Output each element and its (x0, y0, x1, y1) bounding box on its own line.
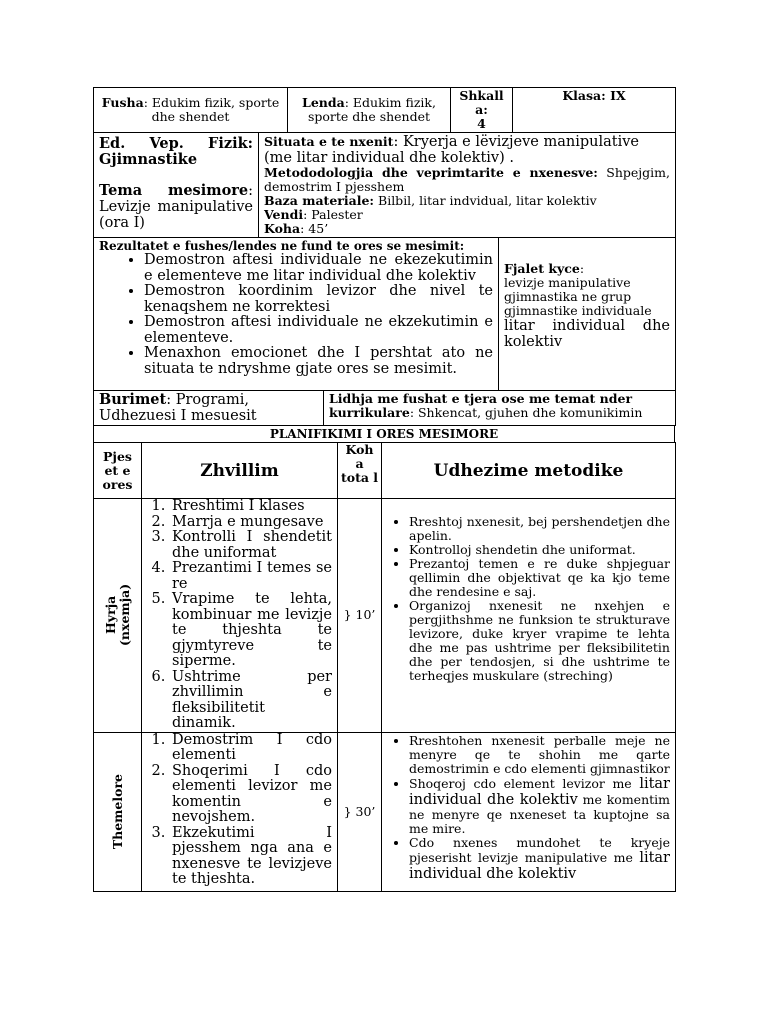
tema-label: Tema mesimore (99, 182, 249, 199)
planifikimi-title-table (93, 425, 675, 443)
fjalet-label: Fjalet kyce (504, 261, 580, 276)
koha-block (264, 222, 670, 236)
ed-vep-cell (94, 133, 259, 238)
list-item: 6. Ushtrime per zhvillimin e fleksibilitetit dinamik. (170, 670, 332, 732)
list-item: 1. Demostrim I cdo elementi (170, 733, 332, 764)
hyrja-notes-cell (382, 499, 676, 733)
vendi-block (264, 208, 670, 222)
lenda-cell (288, 88, 451, 133)
lidhja-cell (324, 391, 676, 426)
lidhja-value: : Shkencat, gjuhen dhe komunikimin (409, 405, 643, 420)
baza-block (264, 194, 670, 208)
rezultatet-label: Rezultatet e fushes/lendes ne fund te ores se mesimit: (99, 239, 465, 253)
list-item: 5. Vrapime te lehta, kombinuar me levizje te thjeshta te gjymtyreve te siperme. (170, 592, 332, 670)
list-item: • Demostron koordinim levizor dhe nivel te kenaqshem ne korrektesi (144, 284, 493, 315)
list-item: • Demostron aftesi individuale ne ekezekutimin e elementeve me litar individual dhe kolektiv (144, 253, 493, 284)
list-item: 3. Kontrolli I shendetit dhe uniformat (170, 530, 332, 561)
themelore-time: } 30’ (338, 732, 382, 891)
info-table (93, 132, 676, 238)
burimet-label: Burimet (99, 391, 167, 408)
list-item: • Cdo nxenes mundohet te kryeje pjeserisht levizje manipulative me litar individual dhe kolektiv (409, 836, 670, 882)
list-item: • Demostron aftesi individuale ne ekzekutimin e elementeve. (144, 315, 493, 346)
lenda-value: : Edukim fizik, sporte dhe shendet (307, 95, 436, 124)
list-item: 4. Prezantimi I temes se re (170, 561, 332, 592)
themelore-steps (144, 733, 332, 888)
themelore-label: Themelore (109, 773, 125, 850)
list-item: • Rreshtohen nxenesit perballe meje ne menyre qe te shohin me qarte demostrimin e cdo elementi gjimnastikor (409, 734, 670, 776)
list-item: 1. Rreshtimi I klases (170, 499, 332, 515)
themelore-label-cell (94, 732, 142, 891)
klasa-cell (513, 88, 676, 133)
burimet-value: : Programi, Udhezuesi I mesuesit (99, 392, 257, 424)
fjalet-line1: levizje manipulative gjimnastika ne grup gjimnastike individuale (504, 275, 652, 318)
col-zhvillim: Zhvillim (142, 443, 338, 499)
shkalla-cell (451, 88, 513, 133)
list-item: • Shoqeroj cdo element levizor me litar individual dhe kolektiv me komentim ne menyre qe nxeneset ta kuptojne sa me mire. (409, 776, 670, 836)
hyrja-steps-cell (142, 499, 338, 733)
situata-label: Situata e te nxenit (264, 134, 394, 149)
list-item: • Menaxhon emocionet dhe I pershtat ato ne situata te ndryshme gjate ores se mesimit. (144, 346, 493, 377)
list-item: • Prezantoj temen e re duke shpjeguar qellimin dhe objektivat qe ka kjo teme dhe rendesine e saj. (409, 557, 670, 599)
baza-label: Baza materiale: (264, 193, 375, 208)
themelore-steps-cell (142, 732, 338, 891)
shkalla-label: Shkall a: (459, 88, 504, 117)
metodologjia-value: Shpejgim, demostrim I pjesshem (264, 165, 670, 194)
rezultatet-list (99, 253, 493, 377)
fusha-value: : Edukim fizik, sporte dhe shendet (143, 95, 280, 124)
list-item: 3. Ekzekutimi I pjesshem nga ana e nxenesve te levizjeve te thjeshta. (170, 826, 332, 888)
baza-value: Bilbil, litar indvidual, litar kolektiv (374, 193, 597, 208)
col-udhezime: Udhezime metodike (382, 443, 676, 499)
lidhja-label: Lidhja me fushat e tjera ose me temat nder kurrikulare (329, 391, 633, 420)
situata-cell (259, 133, 676, 238)
lenda-label: Lenda (302, 95, 345, 110)
rezultatet-cell (94, 238, 499, 391)
list-item: • Kontrolloj shendetin dhe uniformat. (409, 543, 670, 557)
burimet-cell (94, 391, 324, 426)
fusha-label: Fusha (101, 95, 144, 110)
hyrja-steps (144, 499, 332, 732)
list-item: • Organizoj nxenesit ne nxehjen e pergjithshme ne funksion te strukturave levizore, duke kryer vrapime te lehta dhe me pas ushtrime per fleksibilitetin dhe per tendosjen, si dhe ushtrime te terheqjes muskulare (streching) (409, 599, 670, 683)
hyrja-label-cell (94, 499, 142, 733)
fjalet-line2: litar individual dhe kolektiv (504, 318, 670, 350)
koha-value: : 45’ (300, 221, 329, 236)
themelore-notes (387, 734, 670, 882)
list-item: 2. Shoqerimi I cdo elementi levizor me komentin e nevojshem. (170, 764, 332, 826)
situata-value: : Kryerja e lëvizjeve manipulative (me litar individual dhe kolektiv) . (264, 134, 640, 166)
list-item: 2. Marrja e mungesave (170, 515, 332, 531)
situata-block (264, 134, 670, 166)
planning-table (93, 442, 676, 892)
header-table (93, 87, 676, 133)
ed-vep-label: Ed. Vep. Fizik: Gjimnastike (99, 135, 253, 168)
fusha-cell (94, 88, 288, 133)
vendi-label: Vendi (264, 207, 304, 222)
vendi-value: : Palester (303, 207, 363, 222)
hyrja-notes (387, 515, 670, 683)
fjalet-heading: Fjalet kyce: (504, 261, 585, 276)
metodologjia-block (264, 166, 670, 194)
planifikimi-title: PLANIFIKIMI I ORES MESIMORE (94, 426, 675, 443)
themelore-notes-cell (382, 732, 676, 891)
klasa-label: Klasa: IX (562, 88, 626, 103)
lesson-plan (93, 87, 675, 892)
col-pjeset: Pjes et e ores (94, 443, 142, 499)
rezultatet-table (93, 237, 676, 391)
hyrja-time: } 10’ (338, 499, 382, 733)
col-koha: Koh a tota l (338, 443, 382, 499)
hyrja-label: Hyrja (nxemja) (102, 584, 132, 647)
fjalet-cell (499, 238, 676, 391)
koha-label: Koha (264, 221, 301, 236)
shkalla-value: 4 (477, 116, 486, 131)
metodologjia-label: Metododologjia dhe veprimtarite e nxenesve: (264, 165, 598, 180)
tema-value: : Levizje manipulative (ora I) (99, 183, 253, 231)
burimet-table (93, 390, 676, 426)
tema-block (99, 183, 253, 231)
list-item: • Rreshtoj nxenesit, bej pershendetjen dhe apelin. (409, 515, 670, 543)
